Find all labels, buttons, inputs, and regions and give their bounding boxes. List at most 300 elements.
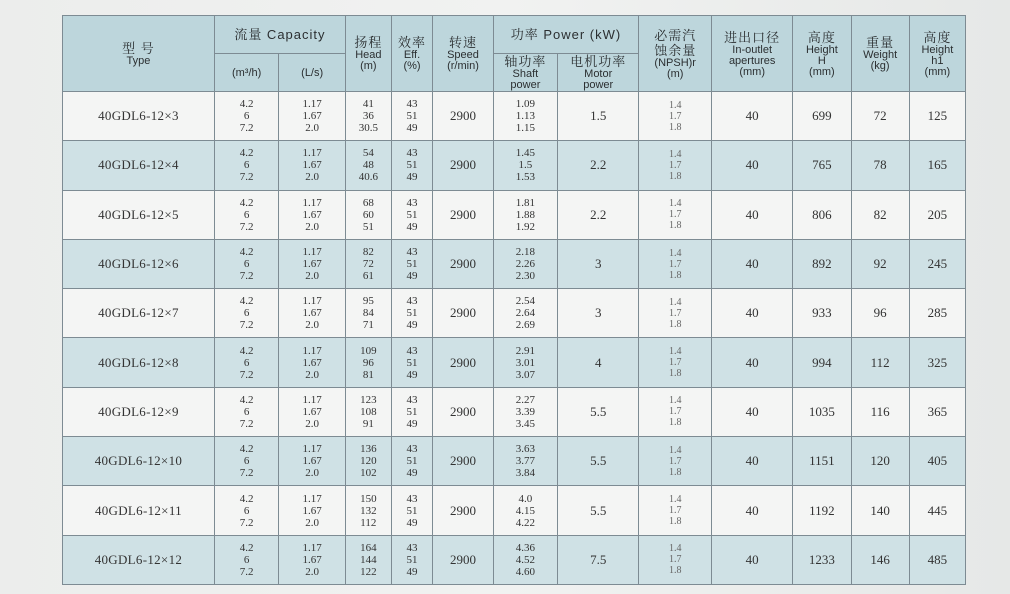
header-weight-en: Weight: [863, 49, 898, 61]
head-value: 72: [362, 258, 374, 271]
npsh-value: 1.4: [668, 444, 682, 456]
header-motor-power: [558, 54, 639, 92]
motor-power-value: 7.5: [590, 551, 607, 567]
npsh-value: 1.8: [668, 220, 682, 232]
speed-cell: [433, 239, 493, 288]
shaft-power-value: 3.45: [515, 417, 536, 430]
header-h1-en: Height: [921, 43, 954, 56]
model-cell: [63, 239, 215, 288]
header-head-en: Head: [355, 49, 382, 61]
aperture-cell: [712, 486, 793, 535]
header-model-en: Type: [126, 54, 151, 67]
header-eff-en: Eff.: [403, 49, 421, 61]
npsh-value: 1.7: [668, 258, 682, 270]
head-value: 81: [362, 368, 374, 381]
efficiency-value: 49: [406, 417, 418, 430]
npsh-cell: [639, 387, 712, 436]
height-h1-cell: [909, 486, 965, 535]
flow-ls-cell: [279, 239, 346, 288]
shaft-power-value: 3.01: [515, 356, 536, 369]
flow-ls-value: 1.17: [302, 393, 322, 406]
npsh-cell: [639, 239, 712, 288]
speed-cell: [433, 535, 493, 584]
motor-power-value: 3: [594, 256, 602, 272]
weight-cell: [851, 92, 909, 141]
head-value: 41: [362, 98, 374, 111]
shaft-power-value: 3.77: [515, 455, 536, 468]
flow-ls-cell: [279, 141, 346, 190]
aperture-cell: [712, 92, 793, 141]
motor-power-value: 5.5: [590, 502, 607, 518]
shaft-power-value: 2.64: [515, 307, 536, 320]
shaft-power-value: 2.18: [515, 246, 536, 259]
header-eff-unit: (%): [403, 60, 421, 72]
weight-value: 82: [873, 206, 887, 222]
head-value: 84: [362, 307, 374, 320]
height-h1-cell: [909, 92, 965, 141]
header-npsh-zh2: 蚀余量: [654, 42, 697, 58]
model-value: 40GDL6-12×6: [98, 256, 179, 272]
header-power: [493, 16, 639, 54]
flow-ls-value: 2.0: [305, 122, 320, 135]
flow-m3h-value: 7.2: [239, 565, 254, 578]
head-value: 61: [362, 270, 374, 283]
speed-value: 2900: [449, 453, 476, 469]
npsh-value: 1.4: [668, 346, 682, 358]
npsh-value: 1.8: [668, 269, 682, 281]
flow-m3h-cell: [214, 437, 278, 486]
header-eff: [391, 16, 433, 92]
flow-m3h-value: 4.2: [239, 492, 254, 505]
flow-m3h-cell: [214, 289, 278, 338]
shaft-power-value: 4.36: [515, 541, 536, 554]
npsh-value: 1.8: [668, 318, 682, 330]
shaft-power-cell: [493, 239, 557, 288]
height-value: 1035: [808, 403, 835, 419]
efficiency-value: 51: [406, 504, 418, 517]
flow-m3h-value: 4.2: [239, 246, 254, 259]
efficiency-value: 43: [406, 393, 418, 406]
header-speed-zh: 转速: [448, 35, 477, 50]
efficiency-value: 49: [406, 319, 418, 332]
npsh-value: 1.7: [668, 307, 682, 319]
efficiency-value: 43: [406, 98, 418, 111]
efficiency-value: 43: [406, 492, 418, 505]
table-row: [63, 486, 966, 535]
flow-m3h-value: 6: [243, 405, 250, 418]
height-h1-cell: [909, 239, 965, 288]
head-value: 91: [362, 417, 374, 430]
npsh-cell: [639, 92, 712, 141]
header-capacity: [214, 16, 345, 54]
height-cell: [793, 535, 851, 584]
motor-power-cell: [558, 141, 639, 190]
height-value: 765: [812, 157, 832, 173]
header-weight: [851, 16, 909, 92]
efficiency-value: 51: [406, 159, 418, 172]
model-cell: [63, 92, 215, 141]
head-value: 54: [362, 147, 374, 160]
height-cell: [793, 141, 851, 190]
weight-value: 120: [870, 453, 890, 469]
efficiency-value: 43: [406, 147, 418, 160]
head-cell: [345, 239, 391, 288]
head-cell: [345, 190, 391, 239]
flow-m3h-value: 4.2: [239, 393, 254, 406]
shaft-power-cell: [493, 387, 557, 436]
npsh-value: 1.4: [668, 395, 682, 407]
efficiency-value: 49: [406, 516, 418, 529]
head-value: 150: [360, 492, 377, 505]
motor-power-value: 5.5: [590, 453, 607, 469]
header-motor-en2: power: [583, 79, 614, 91]
aperture-value: 40: [745, 551, 759, 567]
efficiency-value: 49: [406, 122, 418, 135]
flow-m3h-value: 7.2: [239, 122, 254, 135]
height-cell: [793, 289, 851, 338]
speed-cell: [433, 437, 493, 486]
flow-ls-value: 1.17: [302, 147, 322, 160]
head-value: 132: [360, 504, 377, 517]
shaft-power-value: 1.53: [515, 171, 536, 184]
height-h1-cell: [909, 190, 965, 239]
efficiency-value: 43: [406, 541, 418, 554]
efficiency-value: 43: [406, 246, 418, 259]
flow-ls-value: 1.67: [302, 208, 322, 221]
height-h1-value: 445: [927, 502, 948, 518]
speed-cell: [433, 190, 493, 239]
table-row: [63, 387, 966, 436]
flow-m3h-value: 4.2: [239, 344, 254, 357]
header-capacity-m3h-label: (m³/h): [231, 66, 262, 79]
header-capacity-label: 流量 Capacity: [234, 27, 326, 42]
weight-cell: [851, 190, 909, 239]
efficiency-value: 49: [406, 171, 418, 184]
header-speed: [433, 16, 493, 92]
head-value: 48: [362, 159, 374, 172]
flow-ls-value: 1.17: [302, 492, 322, 505]
model-value: 40GDL6-12×5: [98, 206, 179, 222]
speed-value: 2900: [449, 206, 476, 222]
header-head-unit: (m): [360, 60, 377, 72]
height-value: 933: [812, 305, 832, 321]
flow-ls-value: 1.17: [302, 344, 322, 357]
motor-power-value: 4: [594, 354, 602, 370]
header-model-zh: 型 号: [122, 40, 155, 56]
head-value: 164: [360, 541, 377, 554]
aperture-value: 40: [745, 157, 759, 173]
efficiency-value: 49: [406, 565, 418, 578]
height-h1-cell: [909, 338, 965, 387]
header-aperture-zh: 进出口径: [724, 29, 781, 45]
npsh-value: 1.8: [668, 121, 682, 133]
aperture-cell: [712, 141, 793, 190]
head-value: 40.6: [358, 171, 378, 184]
efficiency-cell: [391, 92, 433, 141]
speed-value: 2900: [449, 502, 476, 518]
aperture-value: 40: [745, 502, 759, 518]
head-cell: [345, 289, 391, 338]
efficiency-value: 43: [406, 196, 418, 209]
flow-m3h-value: 4.2: [239, 443, 254, 456]
model-value: 40GDL6-12×12: [94, 551, 183, 567]
flow-ls-cell: [279, 387, 346, 436]
flow-ls-cell: [279, 486, 346, 535]
flow-m3h-value: 7.2: [239, 417, 254, 430]
motor-power-cell: [558, 239, 639, 288]
model-cell: [63, 338, 215, 387]
flow-m3h-value: 6: [243, 307, 250, 320]
weight-cell: [851, 289, 909, 338]
shaft-power-value: 2.69: [515, 319, 536, 332]
head-cell: [345, 92, 391, 141]
flow-ls-value: 1.67: [302, 455, 322, 468]
table-row: [63, 289, 966, 338]
shaft-power-cell: [493, 92, 557, 141]
aperture-value: 40: [745, 108, 759, 124]
head-value: 122: [360, 565, 377, 578]
shaft-power-cell: [493, 338, 557, 387]
shaft-power-value: 1.13: [515, 110, 536, 123]
flow-m3h-value: 4.2: [239, 541, 254, 554]
npsh-value: 1.8: [668, 565, 682, 577]
height-h1-cell: [909, 141, 965, 190]
header-shaft-zh: 轴功率: [504, 54, 547, 69]
header-capacity-m3h: [214, 54, 278, 92]
npsh-value: 1.4: [668, 247, 682, 259]
head-value: 96: [362, 356, 374, 369]
flow-ls-cell: [279, 92, 346, 141]
model-cell: [63, 141, 215, 190]
motor-power-cell: [558, 338, 639, 387]
head-value: 95: [362, 295, 374, 308]
height-cell: [793, 486, 851, 535]
height-value: 1233: [808, 551, 835, 567]
height-value: 994: [812, 354, 832, 370]
header-weight-unit: (kg): [870, 60, 890, 72]
model-cell: [63, 289, 215, 338]
motor-power-cell: [558, 387, 639, 436]
weight-value: 140: [870, 502, 890, 518]
flow-m3h-value: 7.2: [239, 319, 254, 332]
head-value: 51: [362, 220, 374, 233]
npsh-value: 1.7: [668, 357, 682, 369]
flow-ls-value: 1.67: [302, 504, 322, 517]
height-value: 806: [812, 206, 832, 222]
motor-power-value: 3: [594, 305, 602, 321]
efficiency-value: 51: [406, 405, 418, 418]
header-h1-sym: h1: [931, 54, 944, 67]
flow-m3h-value: 4.2: [239, 196, 254, 209]
npsh-value: 1.8: [668, 466, 682, 478]
npsh-value: 1.7: [668, 159, 682, 171]
flow-ls-value: 2.0: [305, 171, 320, 184]
model-value: 40GDL6-12×8: [98, 354, 179, 370]
flow-m3h-cell: [214, 486, 278, 535]
table-row: [63, 190, 966, 239]
npsh-value: 1.7: [668, 505, 682, 517]
head-cell: [345, 535, 391, 584]
flow-ls-value: 1.67: [302, 110, 322, 123]
model-value: 40GDL6-12×4: [98, 157, 179, 173]
head-value: 102: [360, 467, 377, 480]
flow-m3h-value: 7.2: [239, 171, 254, 184]
model-value: 40GDL6-12×10: [94, 453, 183, 469]
height-h1-value: 485: [927, 551, 948, 567]
flow-m3h-cell: [214, 338, 278, 387]
aperture-cell: [712, 239, 793, 288]
efficiency-cell: [391, 535, 433, 584]
flow-ls-value: 2.0: [305, 220, 320, 233]
height-h1-value: 245: [927, 256, 948, 272]
flow-ls-cell: [279, 338, 346, 387]
head-cell: [345, 338, 391, 387]
height-h1-cell: [909, 535, 965, 584]
npsh-value: 1.7: [668, 455, 682, 467]
height-value: 1192: [809, 502, 835, 518]
flow-ls-value: 1.67: [302, 159, 322, 172]
flow-m3h-value: 6: [243, 504, 250, 517]
model-cell: [63, 437, 215, 486]
height-h1-cell: [909, 437, 965, 486]
speed-value: 2900: [449, 157, 476, 173]
speed-cell: [433, 387, 493, 436]
shaft-power-value: 3.84: [515, 467, 536, 480]
shaft-power-cell: [493, 535, 557, 584]
head-value: 144: [360, 553, 377, 566]
flow-ls-value: 2.0: [305, 417, 320, 430]
shaft-power-value: 1.15: [515, 122, 536, 135]
speed-value: 2900: [449, 305, 476, 321]
table-row: [63, 437, 966, 486]
header-height-sym: H: [817, 54, 826, 67]
shaft-power-value: 2.54: [515, 295, 536, 308]
npsh-value: 1.4: [668, 198, 682, 210]
efficiency-value: 49: [406, 270, 418, 283]
head-value: 71: [362, 319, 374, 332]
table-row: [63, 338, 966, 387]
efficiency-cell: [391, 141, 433, 190]
shaft-power-value: 3.63: [515, 443, 536, 456]
head-value: 68: [362, 196, 374, 209]
height-h1-value: 125: [927, 108, 948, 124]
height-cell: [793, 437, 851, 486]
header-height: [793, 16, 851, 92]
efficiency-value: 51: [406, 208, 418, 221]
header-height-en: Height: [805, 43, 838, 56]
table-header: [63, 16, 966, 92]
flow-ls-cell: [279, 289, 346, 338]
header-speed-unit: (r/min): [447, 60, 479, 72]
aperture-value: 40: [745, 206, 759, 222]
npsh-cell: [639, 437, 712, 486]
header-motor-zh: 电机功率: [570, 54, 627, 69]
aperture-value: 40: [745, 453, 759, 469]
flow-m3h-cell: [214, 92, 278, 141]
height-h1-value: 205: [927, 206, 948, 222]
flow-m3h-value: 6: [243, 208, 250, 221]
flow-m3h-value: 6: [243, 258, 250, 271]
efficiency-value: 51: [406, 356, 418, 369]
weight-cell: [851, 387, 909, 436]
flow-m3h-cell: [214, 141, 278, 190]
flow-ls-cell: [279, 535, 346, 584]
efficiency-value: 51: [406, 258, 418, 271]
weight-cell: [851, 437, 909, 486]
flow-m3h-value: 7.2: [239, 467, 254, 480]
npsh-value: 1.4: [668, 494, 682, 506]
shaft-power-value: 2.27: [515, 393, 536, 406]
shaft-power-value: 1.88: [515, 208, 536, 221]
header-h1: [909, 16, 965, 92]
motor-power-value: 2.2: [590, 206, 607, 222]
speed-cell: [433, 486, 493, 535]
motor-power-value: 5.5: [590, 403, 607, 419]
header-head-zh: 扬程: [354, 35, 383, 50]
efficiency-cell: [391, 437, 433, 486]
flow-m3h-value: 7.2: [239, 270, 254, 283]
header-capacity-ls-label: (L/s): [301, 66, 324, 79]
flow-ls-value: 2.0: [305, 319, 320, 332]
shaft-power-value: 4.15: [515, 504, 536, 517]
model-value: 40GDL6-12×3: [98, 108, 179, 124]
height-value: 1151: [809, 453, 835, 469]
model-value: 40GDL6-12×7: [98, 305, 179, 321]
height-h1-value: 405: [927, 453, 948, 469]
flow-ls-cell: [279, 190, 346, 239]
shaft-power-value: 2.26: [515, 258, 536, 271]
weight-cell: [851, 486, 909, 535]
efficiency-cell: [391, 289, 433, 338]
weight-cell: [851, 535, 909, 584]
header-aperture-en2: apertures: [728, 54, 776, 67]
flow-ls-cell: [279, 437, 346, 486]
pump-performance-table: [62, 15, 966, 585]
flow-ls-value: 2.0: [305, 270, 320, 283]
header-npsh: [639, 16, 712, 92]
flow-ls-value: 1.17: [302, 541, 322, 554]
npsh-cell: [639, 535, 712, 584]
speed-cell: [433, 141, 493, 190]
header-h1-unit: (mm): [924, 65, 951, 78]
aperture-cell: [712, 437, 793, 486]
flow-ls-value: 1.17: [302, 443, 322, 456]
height-h1-value: 285: [927, 305, 948, 321]
aperture-cell: [712, 338, 793, 387]
height-cell: [793, 190, 851, 239]
header-npsh-en: (NPSH)r: [654, 56, 696, 69]
flow-m3h-cell: [214, 535, 278, 584]
header-aperture-unit: (mm): [739, 65, 765, 78]
height-cell: [793, 387, 851, 436]
flow-m3h-value: 6: [243, 455, 250, 468]
head-value: 82: [362, 246, 374, 259]
npsh-value: 1.8: [668, 170, 682, 182]
speed-cell: [433, 289, 493, 338]
flow-ls-value: 1.67: [302, 553, 322, 566]
motor-power-value: 1.5: [590, 108, 607, 124]
npsh-cell: [639, 486, 712, 535]
height-cell: [793, 239, 851, 288]
weight-value: 146: [870, 551, 890, 567]
flow-ls-value: 2.0: [305, 368, 320, 381]
aperture-cell: [712, 289, 793, 338]
flow-ls-value: 1.67: [302, 258, 322, 271]
head-value: 60: [362, 208, 374, 221]
height-value: 892: [812, 256, 832, 272]
shaft-power-value: 3.39: [515, 405, 536, 418]
height-value: 699: [812, 108, 832, 124]
